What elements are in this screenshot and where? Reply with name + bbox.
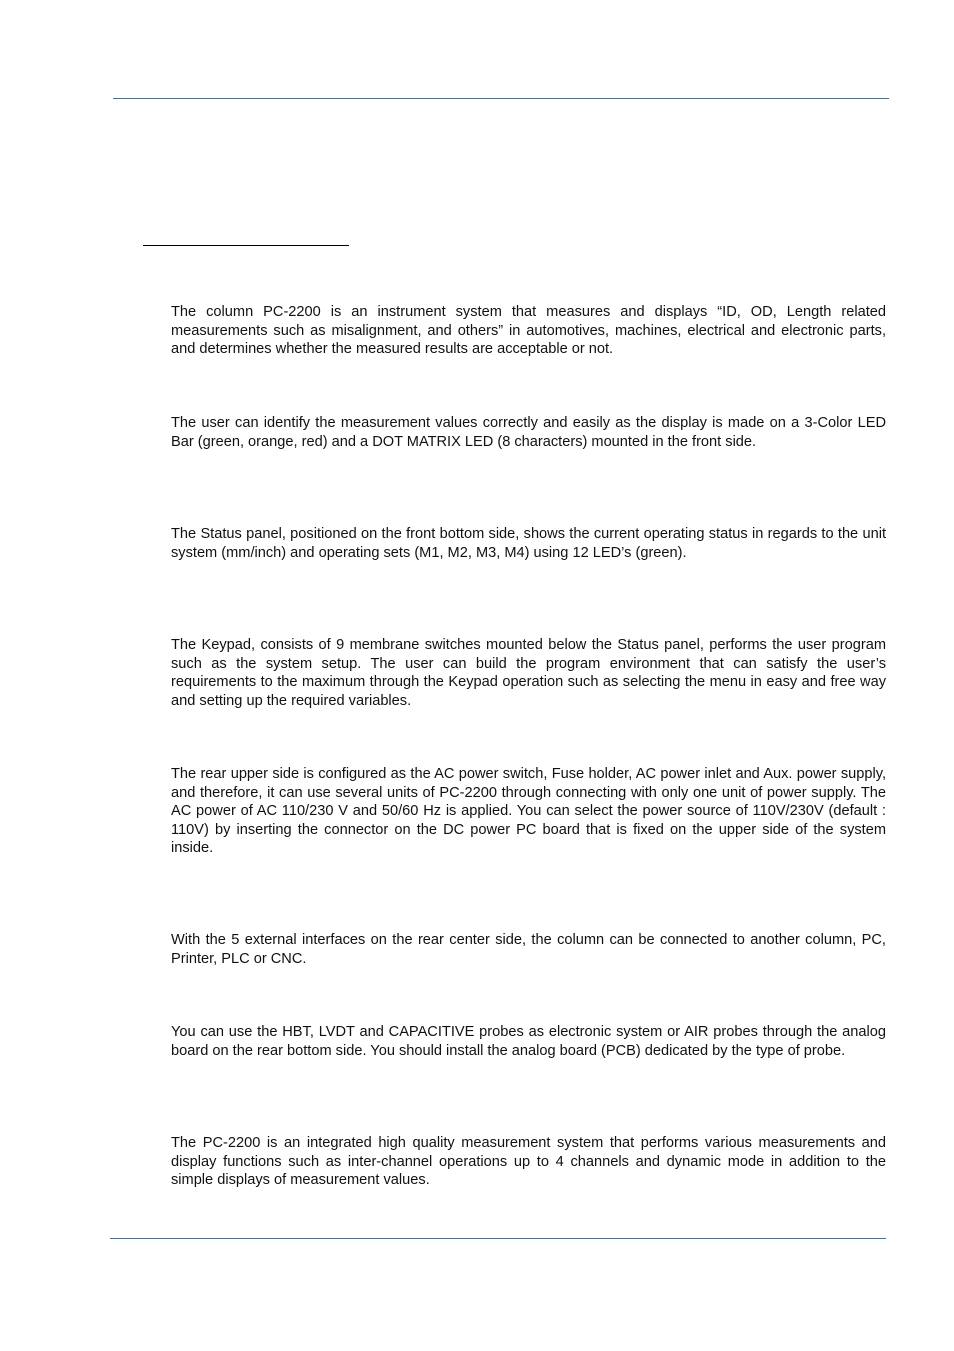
- footer-rule: [110, 1238, 886, 1239]
- paragraph-probes: You can use the HBT, LVDT and CAPACITIVE probes as electronic system or AIR probes through the analog board on the rear bottom side. You should install the analog board (PCB) dedicated by the type of probe.: [171, 1024, 886, 1059]
- paragraph-overview: The column PC-2200 is an instrument system that measures and displays “ID, OD, Length related measurements such as misalignment, and others” in automotives, machines, electrical and electronic parts, and determines whether the measured results are acceptable or not.: [171, 304, 886, 358]
- paragraph-status-panel: The Status panel, positioned on the front bottom side, shows the current operating status in regards to the unit system (mm/inch) and operating sets (M1, M2, M3, M4) using 12 LED’s (green).: [171, 526, 886, 561]
- paragraph-external-interfaces: With the 5 external interfaces on the rear center side, the column can be connected to another column, PC, Printer, PLC or CNC.: [171, 932, 886, 967]
- header-rule: [113, 98, 889, 99]
- paragraph-rear-upper-side: The rear upper side is configured as the AC power switch, Fuse holder, AC power inlet and Aux. power supply, and therefore, it can use several units of PC-2200 through connecting with only one unit of power supply. The AC power of AC 110/230 V and 50/60 Hz is applied. You can select the power source of 110V/230V (default : 110V) by inserting the connector on the DC power PC board that is fixed on the upper side of the system inside.: [171, 766, 886, 857]
- paragraph-keypad: The Keypad, consists of 9 membrane switches mounted below the Status panel, performs the user program such as the system setup. The user can build the program environment that can satisfy the user’s requirements to the maximum through the Keypad operation such as selecting the menu in easy and free way and setting up the required variables.: [171, 637, 886, 709]
- section-heading-underline: [143, 245, 349, 246]
- paragraph-display: The user can identify the measurement values correctly and easily as the display is made on a 3-Color LED Bar (green, orange, red) and a DOT MATRIX LED (8 characters) mounted in the front side.: [171, 415, 886, 450]
- paragraph-summary: The PC-2200 is an integrated high quality measurement system that performs various measurements and display functions such as inter-channel operations up to 4 channels and dynamic mode in addition to the simple displays of measurement values.: [171, 1135, 886, 1189]
